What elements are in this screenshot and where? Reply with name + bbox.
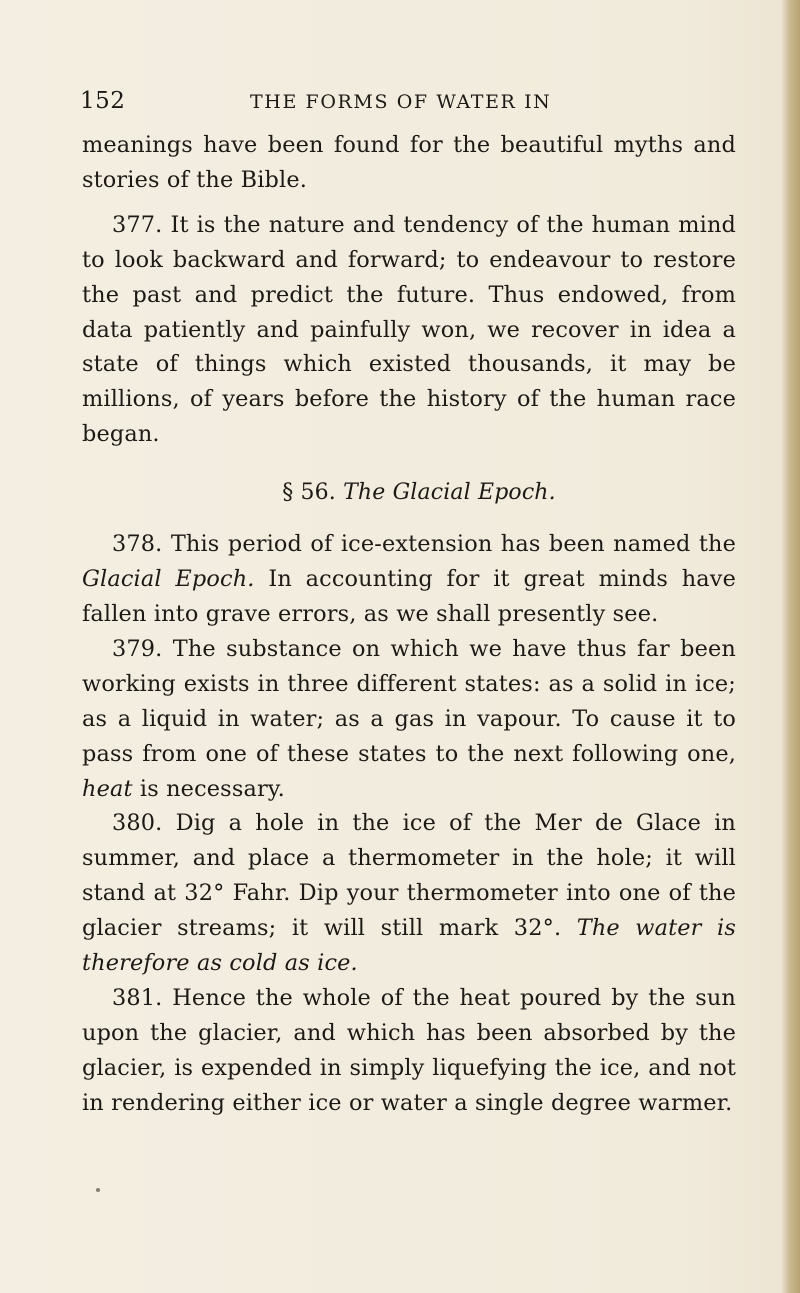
page-edge — [782, 0, 800, 1293]
body-text — [82, 128, 736, 1121]
ink-speck — [96, 1188, 100, 1192]
paragraph-380 — [82, 806, 736, 981]
section-symbol: § 56. — [282, 480, 336, 506]
running-title: THE FORMS OF WATER IN — [250, 91, 552, 113]
section-title: The Glacial Epoch. — [343, 480, 556, 506]
page-number: 152 — [80, 88, 126, 114]
paragraph-378-text-a: 378. This period of ice-extension has been named the — [112, 531, 736, 558]
paragraph-378 — [82, 527, 736, 632]
paragraph-380-italic: The water is therefore as cold as ice. — [82, 915, 736, 977]
paragraph-379-text-b: is necessary. — [132, 775, 285, 802]
page-header — [80, 88, 720, 124]
paragraph-379-text-a: 379. The substance on which we have thus far been working exists in three different states: as a solid in ice; as a liquid in water; as a gas in vapour. To cause it to pass from one of these states to the next following one, — [82, 635, 736, 767]
paragraph-gap — [82, 198, 736, 208]
paragraph-continuation: meanings have been found for the beautiful myths and stories of the Bible. — [82, 132, 736, 193]
paragraph-379-italic: heat — [82, 775, 133, 802]
paragraph-377: 377. It is the nature and tendency of the human mind to look backward and forward; to endeavour to restore the past and predict the future. Thus endowed, from data patiently and painfully won, we recover in idea a state of things which existed thousands, it may be millions, of years before the history of the human race began. — [82, 211, 736, 448]
paragraph-380-text-a: 380. Dig a hole in the ice of the Mer de Glace in summer, and place a thermometer in the hole; it will stand at 32° Fahr. Dip your thermometer into one of the glacier streams; it will still mark 32°. — [82, 810, 736, 942]
paragraph-381: 381. Hence the whole of the heat poured by the sun upon the glacier, and which has been absorbed by the glacier, is expended in simply liquefying the ice, and not in rendering either ice or water a single degree warmer. — [82, 984, 736, 1116]
paragraph-379 — [82, 632, 736, 807]
section-heading — [82, 478, 736, 508]
paragraph-378-text-b: In accounting for it great minds have fallen into grave errors, as we shall presently see. — [82, 566, 737, 627]
paragraph-378-italic: Glacial Epoch. — [82, 566, 255, 593]
